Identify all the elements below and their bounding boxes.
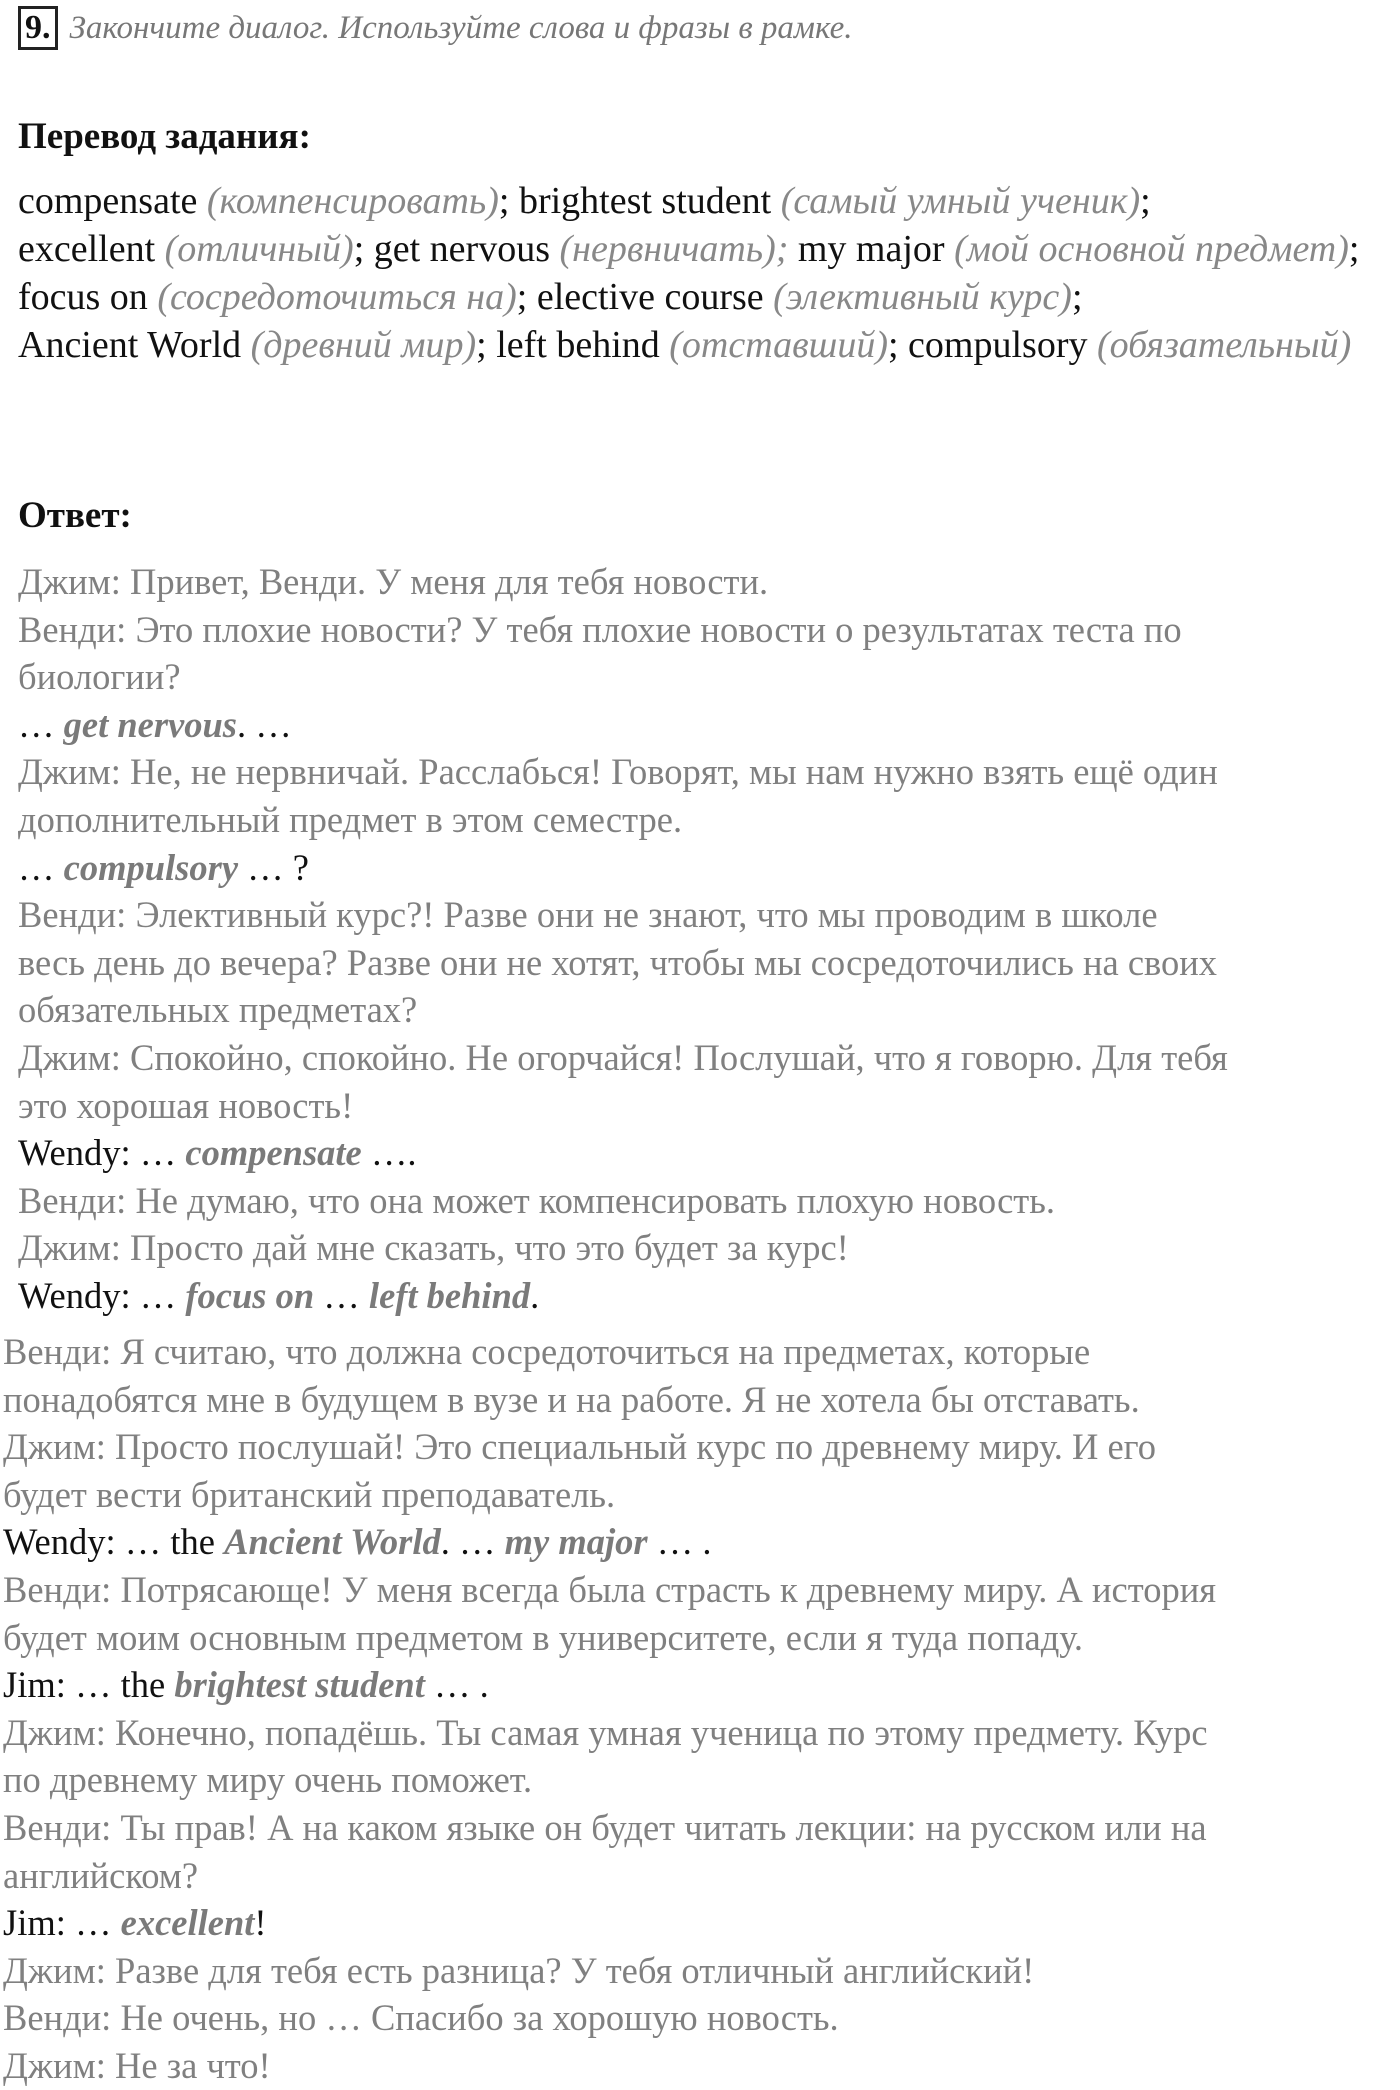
dialog-line: биологии? xyxy=(18,656,181,698)
vocab-ru: (отличный) xyxy=(164,228,354,270)
vocab-ru: (мой основной предмет) xyxy=(954,228,1349,270)
dialog-line: Джим: Конечно, попадёшь. Ты самая умная ученица по этому предмету. Курс xyxy=(3,1711,1208,1753)
vocab-sep xyxy=(788,228,798,270)
dialog-line: понадобятся мне в будущем в вузе и на работе. Я не хотела бы отставать. xyxy=(3,1378,1140,1420)
dialog-line: дополнительный предмет в этом семестре. xyxy=(18,798,683,840)
dialog-line: весь день до вечера? Разве они не хотят, чтобы мы сосредоточились на своих xyxy=(18,941,1218,983)
vocab-item xyxy=(18,180,519,222)
vocab-ru: (обязательный) xyxy=(1096,324,1352,366)
answer-text: … . xyxy=(424,1664,489,1706)
task-header xyxy=(18,6,852,50)
answer-text: … . xyxy=(647,1521,712,1563)
dialog-line: английском? xyxy=(3,1854,199,1896)
vocab-ru: (самый умный ученик) xyxy=(780,180,1141,222)
vocab-en: brightest student xyxy=(518,180,772,222)
dialog-line: Джим: Разве для тебя есть разница? У тебя отличный английский! xyxy=(3,1949,1035,1991)
dialog-part-2 xyxy=(3,1328,1398,2090)
vocab-sep: ; xyxy=(1071,276,1083,318)
vocab-sep: ; xyxy=(353,228,374,270)
vocab-item xyxy=(496,324,908,366)
vocab-item xyxy=(908,324,1351,366)
vocab-sep: ; xyxy=(887,324,909,366)
dialog-line: будет моим основным предметом в университете, если я туда попаду. xyxy=(3,1616,1084,1658)
answer-text: …. xyxy=(361,1132,417,1174)
answer-text: … xyxy=(18,703,64,745)
vocab-ru: (нервничать); xyxy=(559,228,789,270)
vocab-item xyxy=(18,324,496,366)
answer-text: … xyxy=(314,1274,369,1316)
dialog-part-1 xyxy=(18,558,1398,1320)
vocab-item xyxy=(374,228,798,270)
answer-text: Wendy: … xyxy=(18,1132,186,1174)
vocab-item xyxy=(798,228,1360,270)
vocab-en: excellent xyxy=(18,228,156,270)
vocab-sep: ; xyxy=(516,276,537,318)
answer-heading: Ответ: xyxy=(18,495,132,536)
answer-keyword: compensate xyxy=(185,1132,362,1174)
dialog-line-answer xyxy=(18,844,1398,892)
dialog-line-answer xyxy=(18,1272,1398,1320)
dialog-line-answer xyxy=(18,1129,1398,1177)
answer-keyword: get nervous xyxy=(63,703,237,745)
answer-keyword: compulsory xyxy=(63,846,239,888)
task-instruction: Закончите диалог. Используйте слова и фразы в рамке. xyxy=(69,9,853,46)
dialog-line: это хорошая новость! xyxy=(18,1084,354,1126)
dialog-line: Венди: Не думаю, что она может компенсировать плохую новость. xyxy=(18,1179,1056,1221)
answer-keyword: brightest student xyxy=(174,1664,425,1706)
vocab-en: get nervous xyxy=(373,228,550,270)
answer-text: . … xyxy=(440,1521,505,1563)
vocab-ru: (древний мир) xyxy=(250,324,477,366)
vocab-ru: (отставший) xyxy=(669,324,888,366)
vocab-sep: ; xyxy=(498,180,519,222)
dialog-line: по древнему миру очень поможет. xyxy=(3,1759,533,1801)
dialog-line: Джим: Спокойно, спокойно. Не огорчайся! Послушай, что я говорю. Для тебя xyxy=(18,1036,1228,1078)
vocab-en: compulsory xyxy=(908,324,1088,366)
dialog-line: Джим: Просто послушай! Это специальный курс по древнему миру. И его xyxy=(3,1426,1156,1468)
vocabulary-list xyxy=(18,177,1388,369)
answer-text: . … xyxy=(237,703,292,745)
dialog-line: Венди: Это плохие новости? У тебя плохие новости о результатах теста по xyxy=(18,608,1182,650)
vocab-sep: ; xyxy=(1140,180,1151,222)
dialog-line: Джим: Просто дай мне сказать, что это будет за курс! xyxy=(18,1227,849,1269)
vocab-sep: ; xyxy=(476,324,497,366)
vocab-sep: ; xyxy=(1348,228,1360,270)
dialog-line: Джим: Не, не нервничай. Расслабься! Говорят, мы нам нужно взять ещё один xyxy=(18,751,1218,793)
answer-text: … xyxy=(18,846,64,888)
dialog-line: Венди: Не очень, но … Спасибо за хорошую новость. xyxy=(3,1997,839,2039)
dialog-line-answer xyxy=(3,1661,1398,1709)
dialog-line: Венди: Элективный курс?! Разве они не знают, что мы проводим в школе xyxy=(18,894,1158,936)
dialog-line-answer xyxy=(3,1518,1398,1566)
answer-keyword: excellent xyxy=(120,1902,255,1944)
vocab-en: Ancient World xyxy=(18,324,242,366)
dialog-line-answer xyxy=(18,701,1398,749)
answer-text: ! xyxy=(254,1902,267,1944)
answer-text: Jim: … xyxy=(3,1902,121,1944)
dialog-line: Венди: Я считаю, что должна сосредоточиться на предметах, которые xyxy=(3,1331,1091,1372)
answer-keyword: left behind xyxy=(368,1274,531,1316)
answer-text: … ? xyxy=(238,846,309,888)
vocab-item xyxy=(18,228,374,270)
answer-text: . xyxy=(530,1274,540,1316)
vocab-en: left behind xyxy=(496,324,660,366)
task-number: 9. xyxy=(18,6,58,50)
vocab-en: elective course xyxy=(536,276,764,318)
dialog-line: будет вести британский преподаватель. xyxy=(3,1473,616,1515)
answer-keyword: Ancient World xyxy=(224,1521,441,1563)
dialog-line: Джим: Не за что! xyxy=(3,2044,271,2086)
answer-text: Jim: … the xyxy=(3,1664,175,1706)
vocab-item xyxy=(519,180,1151,222)
answer-text: Wendy: … the xyxy=(3,1521,225,1563)
vocab-en: my major xyxy=(797,228,945,270)
answer-keyword: my major xyxy=(504,1521,648,1563)
vocab-ru: (элективный курс) xyxy=(773,276,1072,318)
vocab-en: focus on xyxy=(18,276,148,318)
dialog-line: Джим: Привет, Венди. У меня для тебя новости. xyxy=(18,561,769,602)
vocab-item xyxy=(18,276,537,318)
answer-keyword: focus on xyxy=(185,1274,315,1316)
dialog-line: Венди: Ты прав! А на каком языке он будет читать лекции: на русском или на xyxy=(3,1806,1207,1848)
dialog-line-answer xyxy=(3,1899,1398,1947)
translation-heading: Перевод задания: xyxy=(18,116,311,157)
vocab-item xyxy=(537,276,1083,318)
dialog-line: обязательных предметах? xyxy=(18,989,418,1031)
dialog-line: Венди: Потрясающе! У меня всегда была страсть к древнему миру. А история xyxy=(3,1568,1217,1610)
vocab-ru: (компенсировать) xyxy=(206,180,499,222)
answer-text: Wendy: … xyxy=(18,1274,186,1316)
vocab-en: compensate xyxy=(18,180,198,222)
vocab-ru: (сосредоточиться на) xyxy=(157,276,517,318)
